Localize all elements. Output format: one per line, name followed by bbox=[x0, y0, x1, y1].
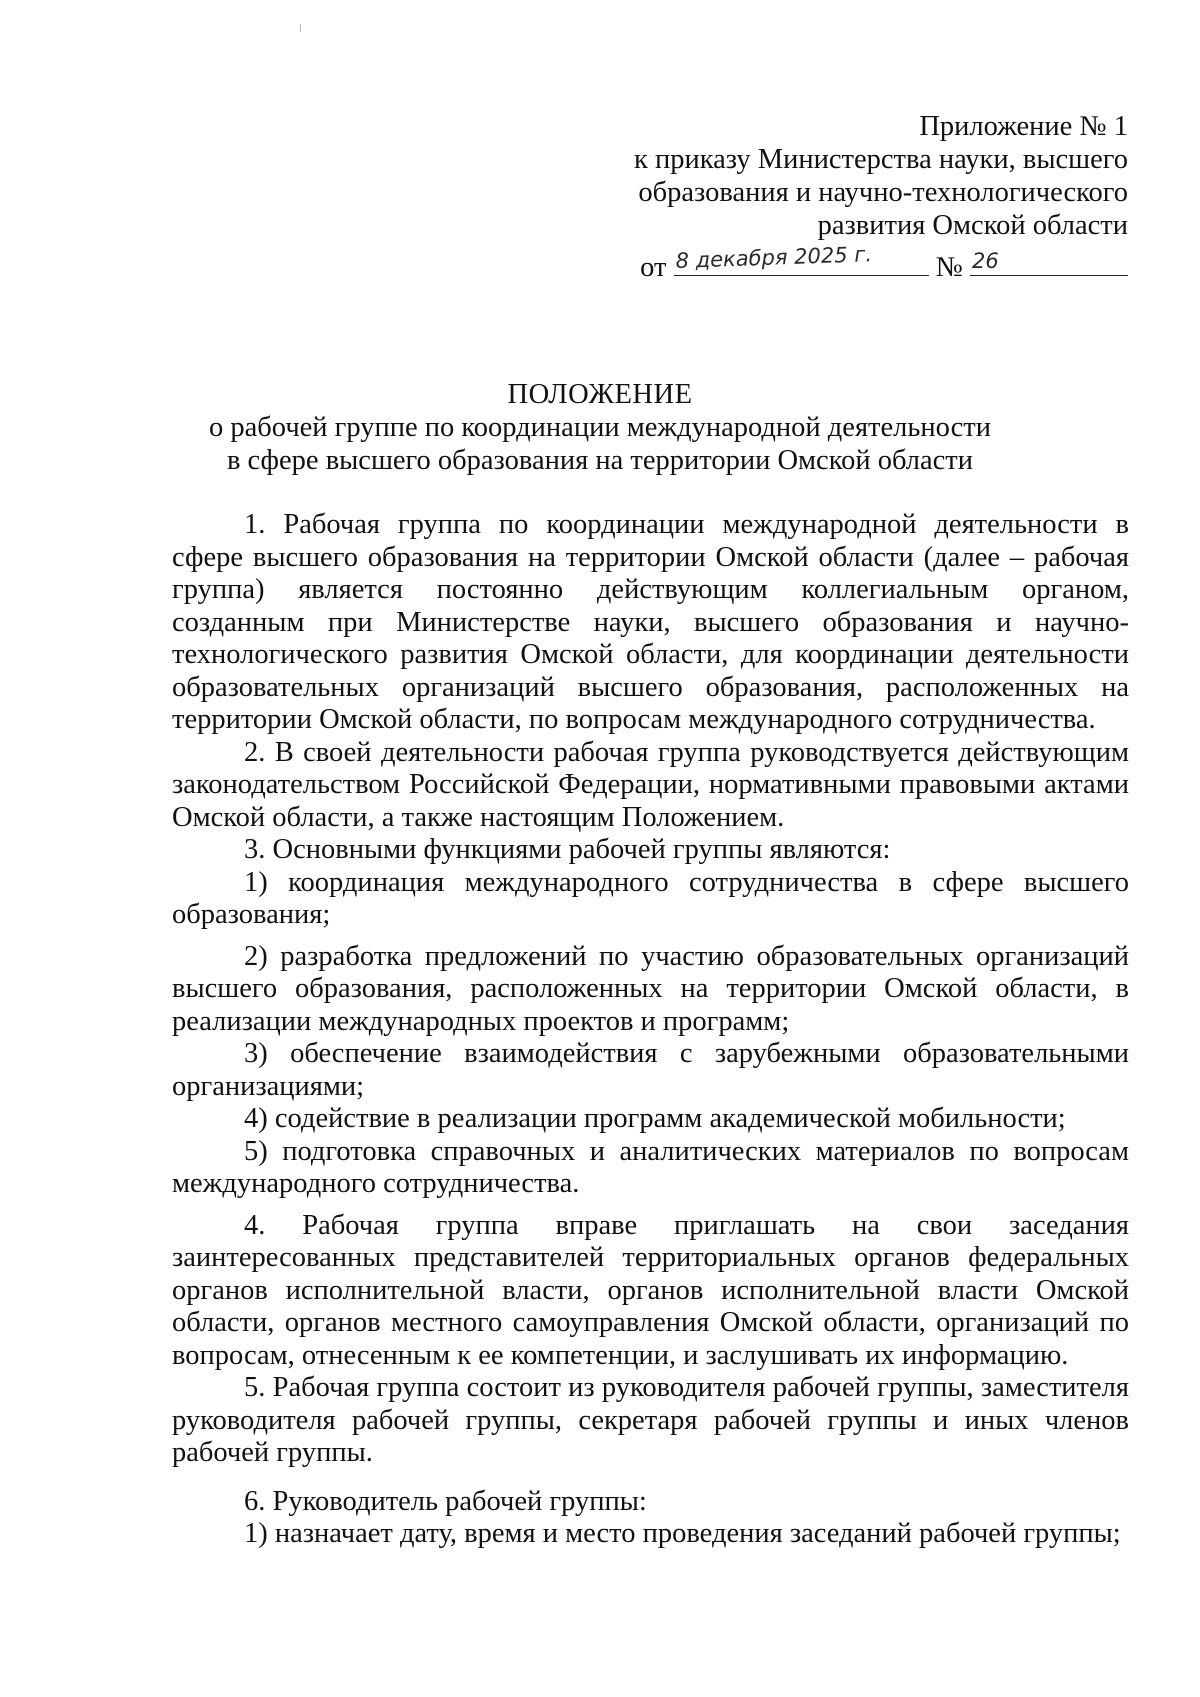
list-item-6-1: 1) назначает дату, время и место проведения заседаний рабочей группы; bbox=[244, 1518, 1121, 1549]
order-date-number-line bbox=[634, 242, 1128, 284]
list-item-3-2: 2) разработка предложений по участию образовательных организаций высшего образования, расположенных на территории Омской области, в реализации международных проектов и программ; bbox=[172, 940, 1129, 1037]
document-body bbox=[172, 509, 1129, 1551]
number-field bbox=[970, 247, 1128, 276]
date-prefix: от bbox=[640, 252, 667, 283]
date-field bbox=[674, 242, 929, 276]
paragraph-3: 3. Основными функциями рабочей группы являются: bbox=[244, 834, 891, 865]
paragraph-6: 6. Руководитель рабочей группы: bbox=[244, 1485, 647, 1517]
list-item-3-4: 4) содействие в реализации программ академической мобильности; bbox=[244, 1103, 1066, 1134]
list-item-3-1: 1) координация международного сотрудничества в сфере высшего образования; bbox=[172, 866, 1129, 930]
list-item-3-3: 3) обеспечение взаимодействия с зарубежными образовательными организациями; bbox=[172, 1038, 1129, 1102]
handwritten-date: 8 декабря 2025 г. bbox=[674, 242, 872, 273]
order-reference-line: развития Омской области bbox=[817, 210, 1128, 241]
scan-speck bbox=[300, 24, 301, 32]
appendix-header bbox=[634, 110, 1128, 284]
document-title: ПОЛОЖЕНИЕ bbox=[507, 379, 693, 410]
handwritten-number: 26 bbox=[972, 249, 999, 273]
appendix-number: Приложение № 1 bbox=[919, 111, 1128, 142]
paragraph-5: 5. Рабочая группа состоит из руководителя рабочей группы, заместителя руководителя рабочей группы, секретаря рабочей группы и иных членов рабочей группы. bbox=[172, 1372, 1129, 1468]
document-subtitle: в сфере высшего образования на территории Омской области bbox=[226, 445, 974, 476]
document-title-block bbox=[0, 378, 1200, 477]
document-subtitle: о рабочей группе по координации международной деятельности bbox=[209, 412, 991, 443]
paragraph-4: 4. Рабочая группа вправе приглашать на свои заседания заинтересованных представителей территориальных органов федеральных органов исполнительной власти, органов исполнительной власти Омской области, органов местного самоуправления Омской области, организаций по вопросам, отнесенным к ее компетенции, и заслушивать их информацию. bbox=[172, 1209, 1129, 1371]
number-prefix: № bbox=[935, 252, 963, 283]
order-reference-line: образования и научно-технологического bbox=[638, 177, 1128, 208]
paragraph-2: 2. В своей деятельности рабочая группа руководствуется действующим законодательством Российской Федерации, нормативными правовыми актами Омской области, а также настоящим Положением. bbox=[172, 736, 1129, 833]
order-reference-line: к приказу Министерства науки, высшего bbox=[633, 144, 1128, 175]
paragraph-1: 1. Рабочая группа по координации международной деятельности в сфере высшего образования на территории Омской области (далее – рабочая группа) является постоянно действующим коллегиальным органом, созданным при Министерстве науки, высшего образования и научно-технологического развития Омской области, для координации деятельности образовательных организаций высшего образования, расположенных на территории Омской области, по вопросам международного сотрудничества. bbox=[172, 509, 1129, 735]
list-item-3-5: 5) подготовка справочных и аналитических материалов по вопросам международного сотрудничества. bbox=[172, 1135, 1129, 1199]
